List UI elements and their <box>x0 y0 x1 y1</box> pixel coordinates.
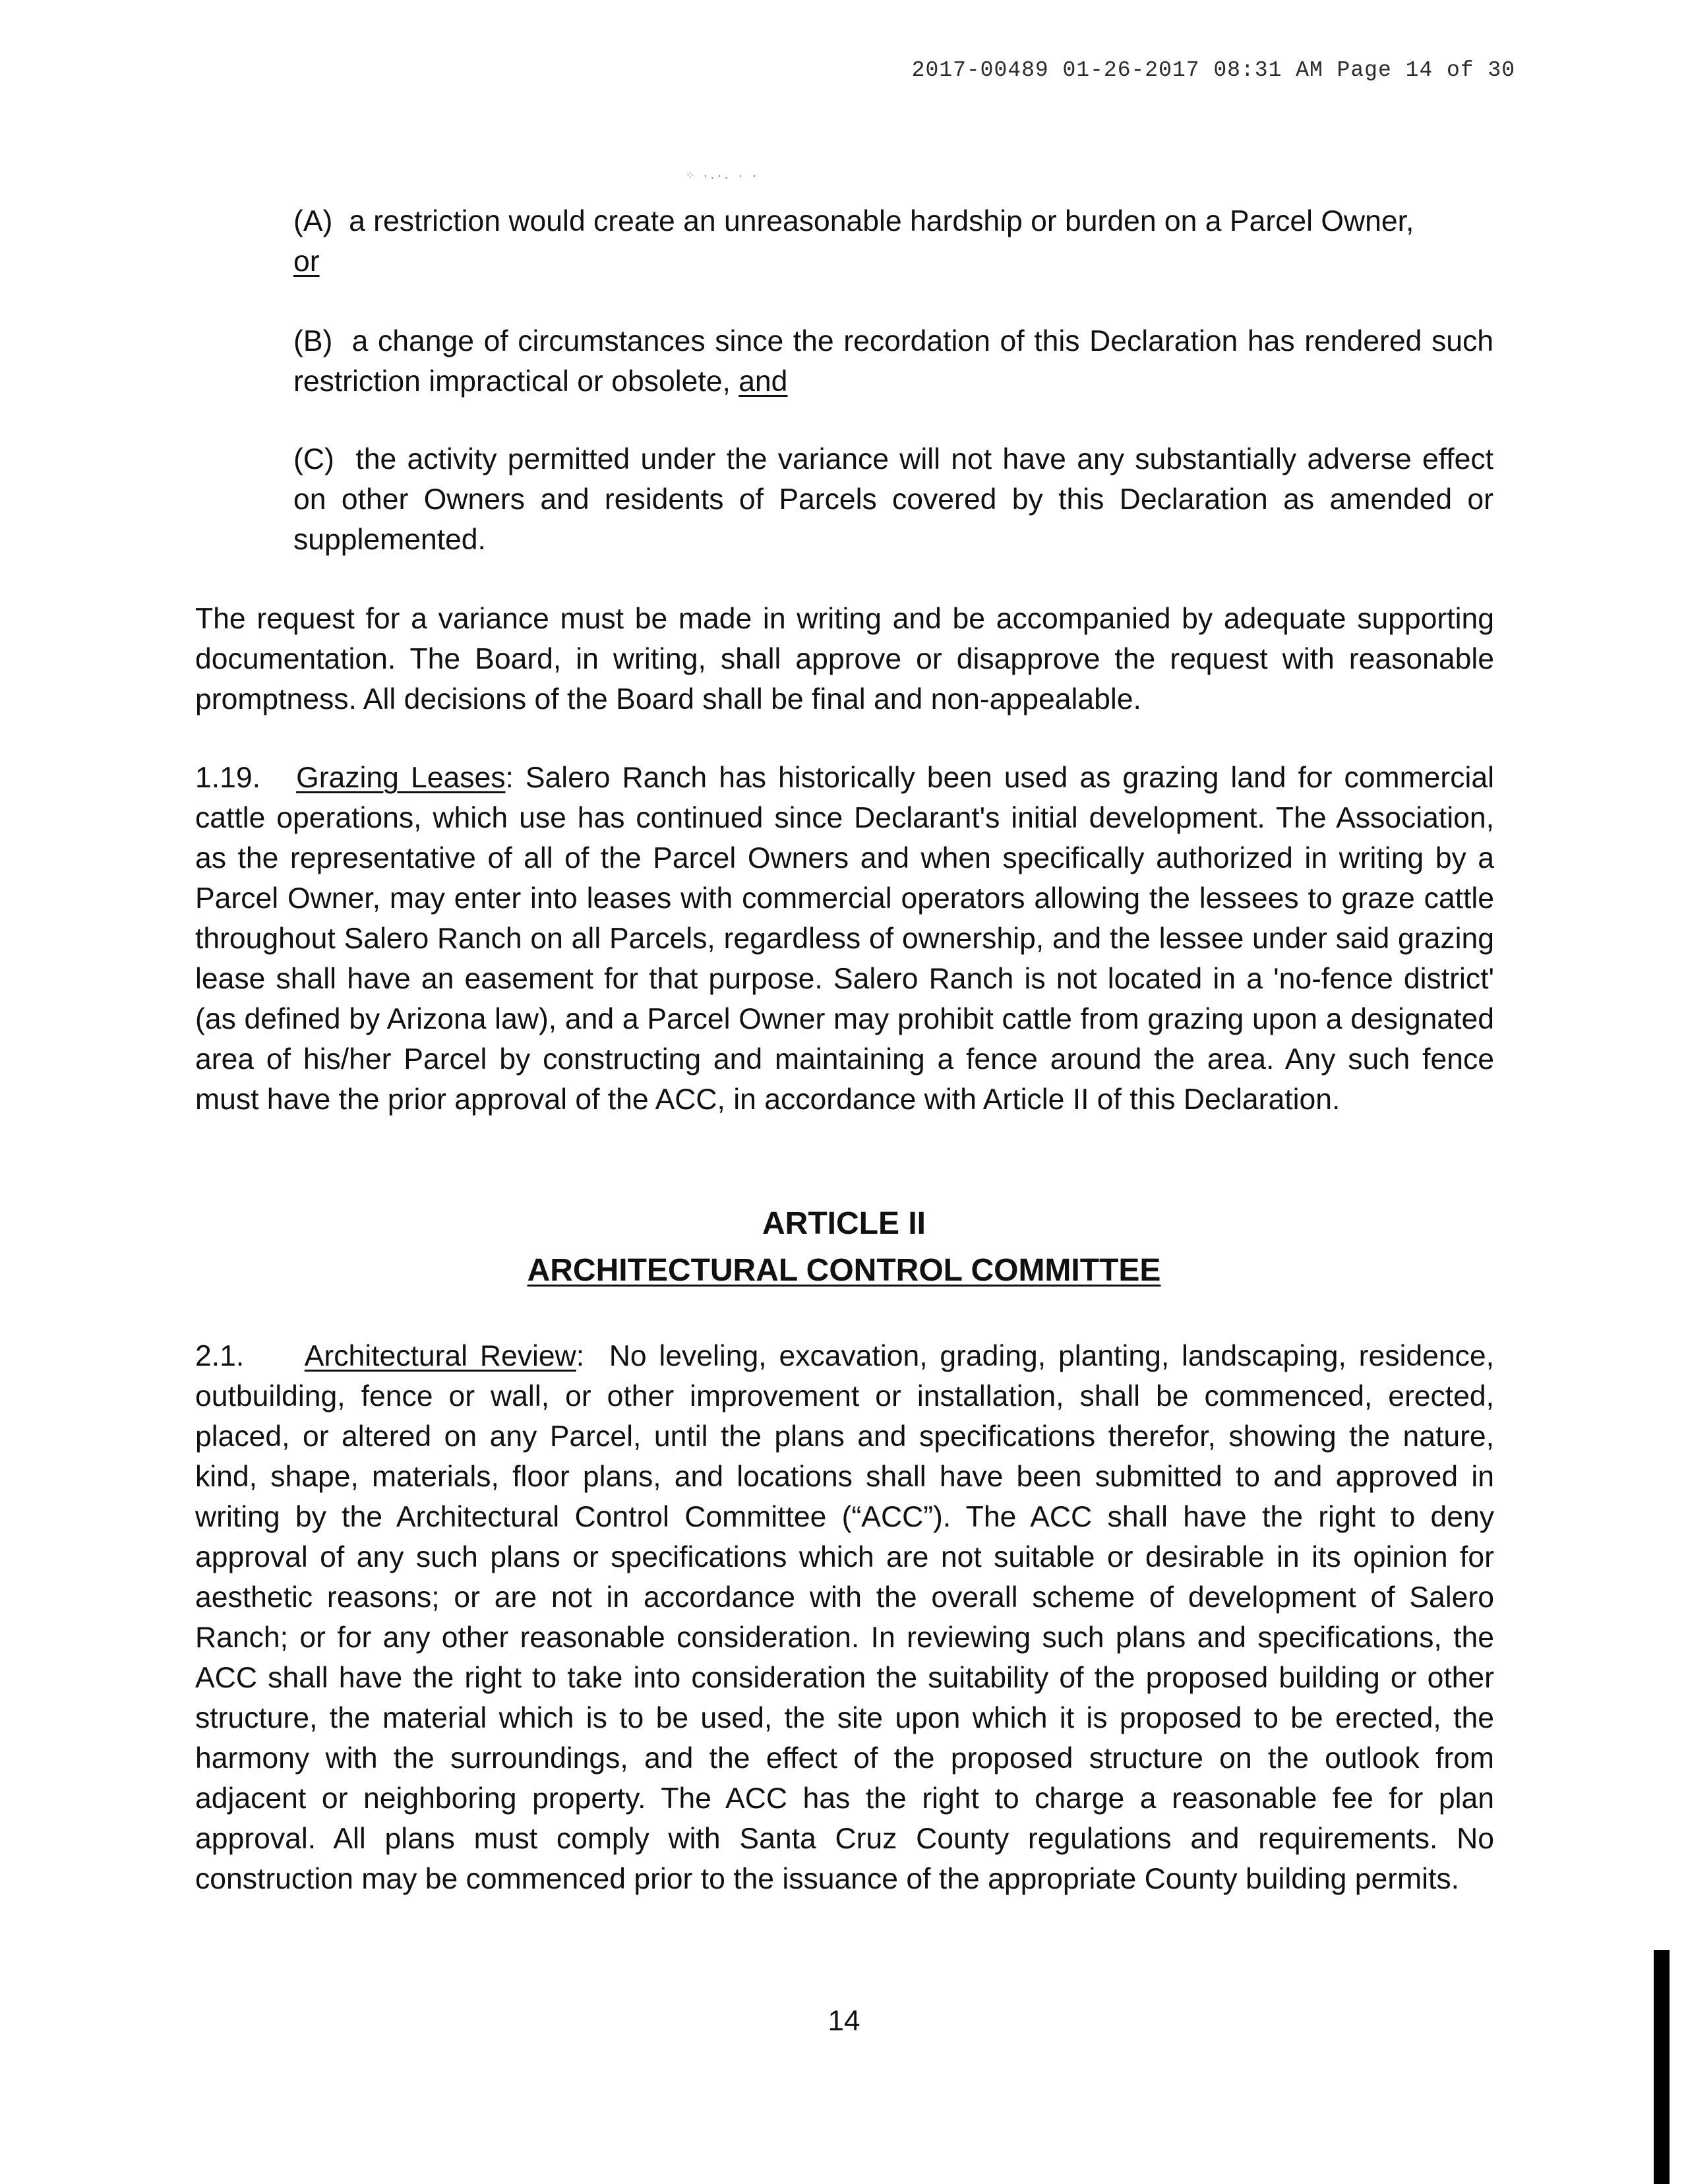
article-title <box>0 1252 1688 1289</box>
item-text: a change of circumstances since the recordation of this Declaration has rendered such restriction impractical or obsolete, <box>293 325 1493 398</box>
section-title: Grazing Leases <box>296 762 506 794</box>
page-number: 14 <box>828 2005 860 2037</box>
section-title: Architectural Review <box>304 1340 576 1372</box>
list-item-c <box>293 439 1493 560</box>
item-label: (B) <box>293 325 333 357</box>
section-text: Salero Ranch has historically been used as grazing land for commercial cattle operations, which use has continued since Declarant's initial development. The Association, as the representative of all of the Parcel Owners and when specifically authorized in writing by a Parcel Owner, may enter into leases with commercial operators allowing the lessees to graze cattle throughout Salero Ranch on all Parcels, regardless of ownership, and the lessee under said grazing lease shall have an easement for that purpose. Salero Ranch is not located in a 'no-fence district' (as defined by Arizona law), and a Parcel Owner may prohibit cattle from grazing upon a designated area of his/her Parcel by constructing and maintaining a fence around the area. Any such fence must have the prior approval of the ACC, in accordance with Article II of this Declaration. <box>195 762 1494 1116</box>
list-item-b <box>293 321 1493 402</box>
section-number: 1.19. <box>195 762 260 794</box>
section-text: No leveling, excavation, grading, planting, landscaping, residence, outbuilding, fence or wall, or other improvement or installation, shall be commenced, erected, placed, or altered on any Parcel, until the plans and specifications therefor, showing the nature, kind, shape, materials, floor plans, and locations shall have been submitted to and approved in writing by the Architectural Control Committee (“ACC”). The ACC shall have the right to deny approval of any such plans or specifications which are not suitable or desirable in its opinion for aesthetic reasons; or are not in accordance with the overall scheme of development of Salero Ranch; or for any other reasonable consideration. In reviewing such plans and specifications, the ACC shall have the right to take into consideration the suitability of the proposed building or other structure, the material which is to be used, the site upon which it is proposed to be erected, the harmony with the surroundings, and the effect of the proposed structure on the outlook from adjacent or neighboring property. The ACC has the right to charge a reasonable fee for plan approval. All plans must comply with Santa Cruz County regulations and requirements. No construction may be commenced prior to the issuance of the appropriate County building permits. <box>195 1340 1494 1895</box>
variance-paragraph: The request for a variance must be made in writing and be accompanied by adequate supporting documentation. The Board, in writing, shall approve or disapprove the request with reasonable promptness. All decisions of the Board shall be final and non-appealable. <box>195 603 1494 715</box>
article-number: ARTICLE II <box>762 1206 926 1241</box>
item-connector: or <box>293 245 320 278</box>
recording-stamp: 2017-00489 01-26-2017 08:31 AM Page 14 of 30 <box>911 58 1515 82</box>
list-item-a <box>293 201 1493 282</box>
item-label: (C) <box>293 443 334 475</box>
article-title-text: ARCHITECTURAL CONTROL COMMITTEE <box>527 1253 1161 1288</box>
scan-artifact: ⁘ ·.·. · · <box>686 170 758 182</box>
item-text: a restriction would create an unreasonable hardship or burden on a Parcel Owner, <box>349 205 1414 237</box>
item-connector: and <box>738 365 788 398</box>
item-label: (A) <box>293 205 333 237</box>
scan-edge-bar <box>1654 1950 1670 2184</box>
section-2-1: 2.1. Architectural Review: No leveling, excavation, grading, planting, landscaping, residence, outbuilding, fence or wall, or other improvement or installation, shall be commenced, erected, placed, or altered on any Parcel, until the plans and specifications therefor, showing the nature, kind, shape, materials, floor plans, and locations shall have been submitted to and approved in writing by the Architectural Control Committee (“ACC”). The ACC shall have the right to deny approval of any such plans or specifications which are not suitable or desirable in its opinion for aesthetic reasons; or are not in accordance with the overall scheme of development of Salero Ranch; or for any other reasonable consideration. In reviewing such plans and specifications, the ACC shall have the right to take into consideration the suitability of the proposed building or other structure, the material which is to be used, the site upon which it is proposed to be erected, the harmony with the surroundings, and the effect of the proposed structure on the outlook from adjacent or neighboring property. The ACC has the right to charge a reasonable fee for plan approval. All plans must comply with Santa Cruz County regulations and requirements. No construction may be commenced prior to the issuance of the appropriate County building permits. <box>195 1340 1494 1895</box>
item-text: the activity permitted under the variance will not have any substantially adverse effect on other Owners and residents of Parcels covered by this Declaration as amended or supplemented. <box>293 443 1493 556</box>
section-1-19: 1.19. Grazing Leases: Salero Ranch has historically been used as grazing land for commercial cattle operations, which use has continued since Declarant's initial development. The Association, as the representative of all of the Parcel Owners and when specifically authorized in writing by a Parcel Owner, may enter into leases with commercial operators allowing the lessees to graze cattle throughout Salero Ranch on all Parcels, regardless of ownership, and the lessee under said grazing lease shall have an easement for that purpose. Salero Ranch is not located in a 'no-fence district' (as defined by Arizona law), and a Parcel Owner may prohibit cattle from grazing upon a designated area of his/her Parcel by constructing and maintaining a fence around the area. Any such fence must have the prior approval of the ACC, in accordance with Article II of this Declaration. <box>195 762 1494 1116</box>
section-number: 2.1. <box>195 1340 245 1372</box>
